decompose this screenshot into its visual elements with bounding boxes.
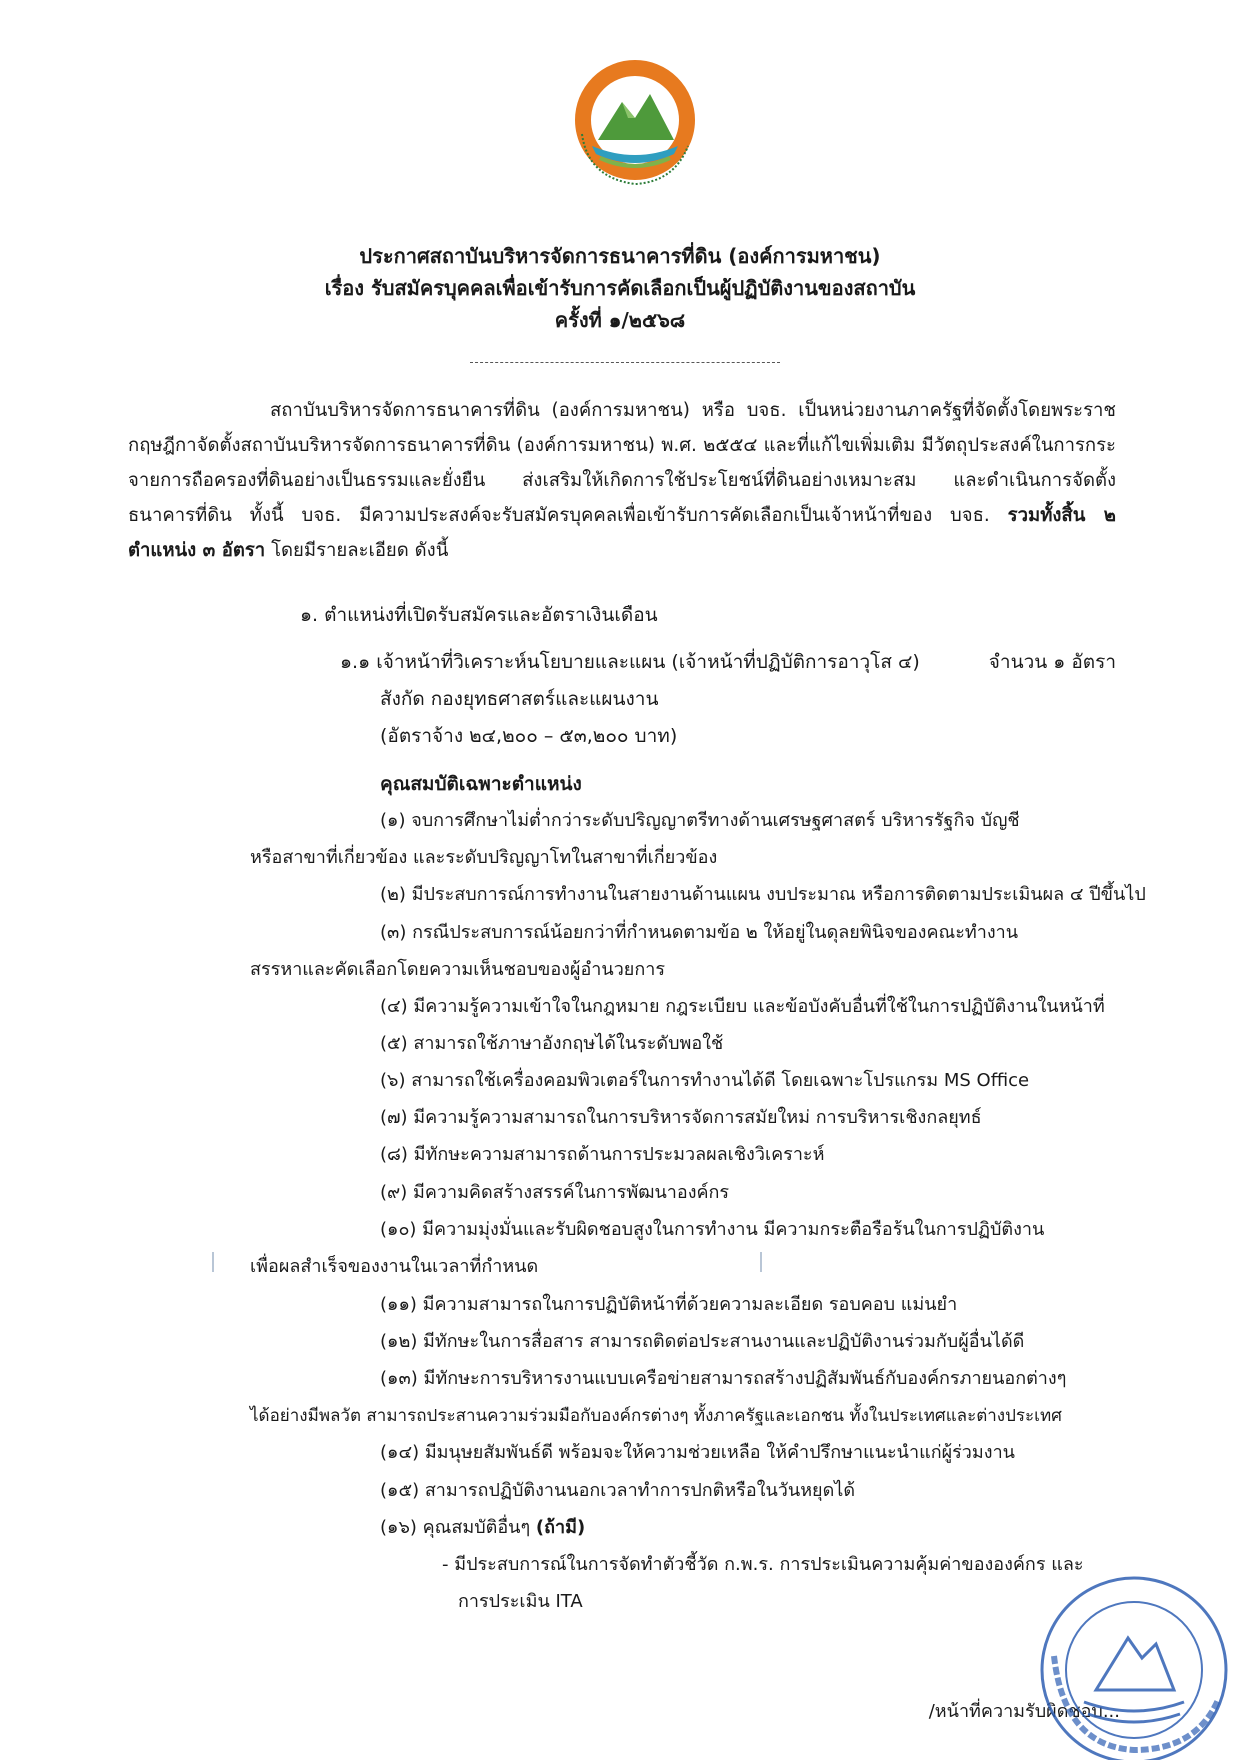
position-salary: (อัตราจ้าง ๒๔,๒๐๐ – ๕๓,๒๐๐ บาท) — [380, 725, 678, 747]
intro-paragraph — [128, 393, 1116, 568]
qualification-2: (๒) มีประสบการณ์การทำงานในสายงานด้านแผน งบประมาณ หรือการติดตามประเมินผล ๔ ปีขึ้นไป — [380, 884, 1146, 905]
qualification-16-text: (๑๖) คุณสมบัติอื่นๆ — [380, 1517, 531, 1538]
qualification-13: (๑๓) มีทักษะการบริหารงานแบบเครือข่ายสามารถสร้างปฏิสัมพันธ์กับองค์กรภายนอกต่างๆ — [380, 1368, 1067, 1389]
qualification-9: (๙) มีความคิดสร้างสรรค์ในการพัฒนาองค์กร — [380, 1182, 730, 1203]
qualification-11: (๑๑) มีความสามารถในการปฏิบัติหน้าที่ด้วยความละเอียด รอบคอบ แม่นยำ — [380, 1294, 958, 1315]
position-count: จำนวน ๑ อัตรา — [988, 651, 1116, 673]
position-1-1 — [340, 647, 1116, 677]
qualification-16-sub-2: การประเมิน ITA — [458, 1591, 583, 1612]
announcement-title — [0, 240, 1240, 336]
title-line-1: ประกาศสถาบันบริหารจัดการธนาคารที่ดิน (องค์การมหาชน) — [359, 244, 881, 268]
qualification-10-cont: เพื่อผลสำเร็จของงานในเวลาที่กำหนด — [250, 1256, 539, 1277]
intro-text: สถาบันบริหารจัดการธนาคารที่ดิน (องค์การมหาชน) หรือ บจธ. เป็นหน่วยงานภาครัฐที่จัดตั้งโดยพระราชกฤษฎีกาจัดตั้งสถาบันบริหารจัดการธนาคารที่ดิน (องค์การมหาชน) พ.ศ. ๒๕๕๔ และที่แก้ไขเพิ่มเติม มีวัตถุประสงค์ในการกระจายการถือครองที่ดินอย่างเป็นธรรมและยั่งยืน ส่งเสริมให้เกิดการใช้ประโยชน์ที่ดินอย่างเหมาะสม และดำเนินการจัดตั้งธนาคารที่ดิน ทั้งนี้ บจธ. มีความประสงค์จะรับสมัครบุคคลเพื่อเข้ารับการคัดเลือกเป็นเจ้าหน้าที่ของ บจธ. — [128, 400, 1116, 526]
intro-tail: โดยมีรายละเอียด ดังนี้ — [271, 540, 449, 561]
qualifications-heading: คุณสมบัติเฉพาะตำแหน่ง — [380, 773, 582, 795]
qualification-10: (๑๐) มีความมุ่งมั่นและรับผิดชอบสูงในการทำงาน มีความกระตือรือร้นในการปฏิบัติงาน — [380, 1219, 1045, 1240]
qualification-16-bold: (ถ้ามี) — [535, 1517, 586, 1538]
qualification-14: (๑๔) มีมนุษยสัมพันธ์ดี พร้อมจะให้ความช่วยเหลือ ให้คำปรึกษาแนะนำแก่ผู้ร่วมงาน — [380, 1442, 1015, 1463]
official-seal-stamp — [1024, 1560, 1234, 1760]
seal-water-icon — [1084, 1702, 1184, 1711]
qualification-13-cont: ได้อย่างมีพลวัต สามารถประสานความร่วมมือกับองค์กรต่างๆ ทั้งภาครัฐและเอกชน ทั้งในประเทศและต่างประเทศ — [250, 1406, 1062, 1426]
section-1-heading: ๑. ตำแหน่งที่เปิดรับสมัครและอัตราเงินเดือน — [300, 604, 658, 626]
next-page-marker: /หน้าที่ความรับผิดชอบ... — [928, 1701, 1120, 1722]
qualification-16 — [380, 1513, 585, 1543]
title-line-3: ครั้งที่ ๑/๒๕๖๘ — [554, 308, 686, 332]
qualification-4: (๔) มีความรู้ความเข้าใจในกฎหมาย กฎระเบียบ และข้อบังคับอื่นที่ใช้ในการปฏิบัติงานในหน้าที่ — [380, 996, 1105, 1017]
qualification-15: (๑๕) สามารถปฏิบัติงานนอกเวลาทำการปกติหรือในวันหยุดได้ — [380, 1480, 856, 1501]
qualification-7: (๗) มีความรู้ความสามารถในการบริหารจัดการสมัยใหม่ การบริหารเชิงกลยุทธ์ — [380, 1107, 982, 1128]
qualification-16-sub-1: - มีประสบการณ์ในการจัดทำตัวชี้วัด ก.พ.ร. การประเมินความคุ้มค่าขององค์กร และ — [442, 1554, 1084, 1575]
qualification-5: (๕) สามารถใช้ภาษาอังกฤษได้ในระดับพอใช้ — [380, 1033, 724, 1054]
qualification-3-cont: สรรหาและคัดเลือกโดยความเห็นชอบของผู้อำนวยการ — [250, 959, 666, 980]
institute-logo — [570, 60, 700, 190]
title-divider — [470, 362, 780, 363]
title-line-2: เรื่อง รับสมัครบุคคลเพื่อเข้ารับการคัดเลือกเป็นผู้ปฏิบัติงานของสถาบัน — [324, 276, 916, 300]
qualification-1-cont: หรือสาขาที่เกี่ยวข้อง และระดับปริญญาโทในสาขาที่เกี่ยวข้อง — [250, 847, 718, 868]
qualification-3: (๓) กรณีประสบการณ์น้อยกว่าที่กำหนดตามข้อ ๒ ให้อยู่ในดุลยพินิจของคณะทำงาน — [380, 922, 1019, 943]
position-department: สังกัด กองยุทธศาสตร์และแผนงาน — [380, 688, 659, 710]
qualification-8: (๘) มีทักษะความสามารถด้านการประมวลผลเชิงวิเคราะห์ — [380, 1144, 825, 1165]
intro-bold-total: รวมทั้งสิ้น ๒ ตำแหน่ง ๓ อัตรา — [128, 505, 1116, 561]
qualification-6: (๖) สามารถใช้เครื่องคอมพิวเตอร์ในการทำงานได้ดี โดยเฉพาะโปรแกรม MS Office — [380, 1070, 1030, 1091]
seal-mountain-icon — [1096, 1638, 1174, 1690]
position-title: ๑.๑ เจ้าหน้าที่วิเคราะห์นโยบายและแผน (เจ้าหน้าที่ปฏิบัติการอาวุโส ๔) — [340, 651, 920, 673]
qualification-1: (๑) จบการศึกษาไม่ต่ำกว่าระดับปริญญาตรีทางด้านเศรษฐศาสตร์ บริหารรัฐกิจ บัญชี — [380, 810, 1020, 831]
qualification-12: (๑๒) มีทักษะในการสื่อสาร สามารถติดต่อประสานงานและปฏิบัติงานร่วมกับผู้อื่นได้ดี — [380, 1331, 1025, 1352]
